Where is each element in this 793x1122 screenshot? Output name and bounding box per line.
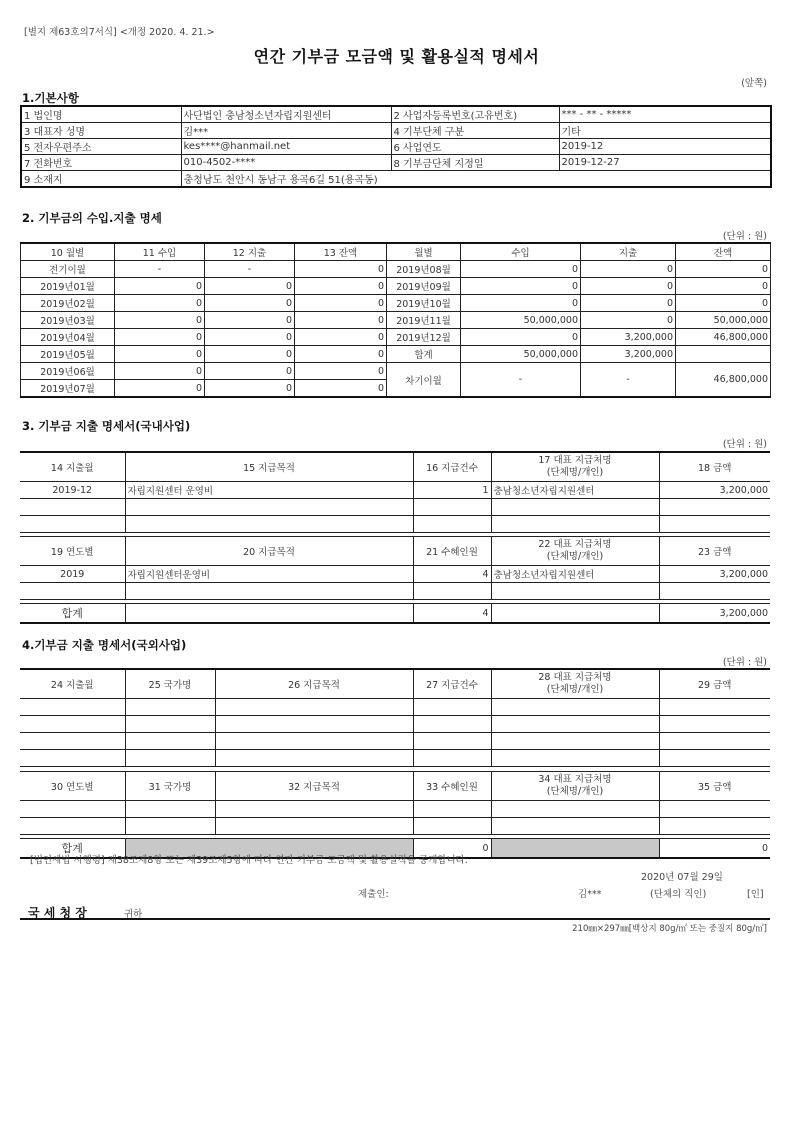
purpose-cell	[125, 499, 413, 516]
empty-cell	[413, 733, 491, 750]
amount-cell	[659, 499, 770, 516]
empty-cell	[491, 699, 659, 716]
empty-cell	[20, 733, 125, 750]
empty-cell	[659, 801, 770, 818]
count-cell: 1	[413, 482, 491, 499]
income-expense-table	[20, 242, 771, 398]
income-cell: 0	[461, 261, 581, 278]
period-cell: 2019-12	[20, 482, 125, 499]
total-amount: 3,200,000	[659, 604, 770, 624]
total-count: 0	[413, 839, 491, 859]
empty-cell	[659, 733, 770, 750]
carry-forward-label: 차기이월	[387, 363, 461, 398]
section3-title: 3. 기부금 지출 명세서(국내사업)	[22, 419, 191, 433]
month-cell: 2019년12월	[387, 329, 461, 346]
recipient-cell: 충남청소년자립지원센터	[491, 566, 659, 583]
balance-cell: 0	[676, 261, 771, 278]
income-cell: 0	[461, 278, 581, 295]
data-row	[20, 733, 770, 750]
representative-label: (단체의 직인)	[650, 889, 707, 900]
footer-divider	[20, 918, 770, 920]
month-cell: 2019년03월	[21, 312, 115, 329]
expense-cell: 0	[581, 278, 676, 295]
empty-cell	[491, 818, 659, 835]
info-label: 5 전자우편주소	[21, 139, 181, 155]
amount-cell	[659, 516, 770, 533]
column-header: 월별	[387, 243, 461, 261]
count-cell	[413, 583, 491, 600]
column-header: 25 국가명	[125, 669, 215, 699]
info-label: 4 기부단체 구분	[391, 123, 559, 139]
carry-forward-expense: -	[581, 363, 676, 398]
empty-cell	[20, 699, 125, 716]
data-row	[20, 699, 770, 716]
purpose-cell	[125, 516, 413, 533]
income-cell: 0	[115, 312, 205, 329]
section4-unit: (단위 : 원)	[722, 657, 767, 668]
month-cell: 2019년08월	[387, 261, 461, 278]
data-row	[20, 716, 770, 733]
total-amount: 0	[659, 839, 770, 859]
month-cell: 전기이월	[21, 261, 115, 278]
info-value: 2019-12	[559, 139, 771, 155]
income-cell: 0	[115, 329, 205, 346]
empty-cell	[413, 818, 491, 835]
period-cell	[20, 583, 125, 600]
info-label: 7 전화번호	[21, 155, 181, 171]
empty-cell	[215, 699, 413, 716]
column-header: 수입	[461, 243, 581, 261]
empty-cell	[491, 750, 659, 767]
purpose-cell: 자립지원센터운영비	[125, 566, 413, 583]
empty-cell	[215, 716, 413, 733]
balance-cell: 0	[676, 278, 771, 295]
empty-cell	[20, 750, 125, 767]
section2-title: 2. 기부금의 수입.지출 명세	[22, 211, 162, 225]
balance-cell: 50,000,000	[676, 312, 771, 329]
carry-forward-balance: 46,800,000	[676, 363, 771, 398]
month-cell: 2019년07월	[21, 380, 115, 398]
amount-cell: 3,200,000	[659, 566, 770, 583]
info-value: kes****@hanmail.net	[181, 139, 391, 155]
count-cell	[413, 499, 491, 516]
empty-cell	[659, 818, 770, 835]
header-line: 28 대표 지급처명	[538, 672, 612, 683]
column-header	[491, 537, 659, 566]
expense-cell: 0	[205, 312, 295, 329]
column-header: 13 잔액	[295, 243, 387, 261]
column-header: 18 금액	[659, 452, 770, 482]
expense-cell: 0	[581, 261, 676, 278]
empty-cell	[20, 801, 125, 818]
total-recipient	[491, 604, 659, 624]
expense-cell: 3,200,000	[581, 346, 676, 363]
basic-info-table	[20, 105, 772, 188]
info-value: 2019-12-27	[559, 155, 771, 171]
balance-cell: 46,800,000	[676, 329, 771, 346]
empty-cell	[20, 818, 125, 835]
header-line: (단체명/개인)	[546, 786, 604, 797]
period-cell	[20, 516, 125, 533]
empty-cell	[491, 716, 659, 733]
expense-cell: 0	[581, 295, 676, 312]
total-shaded	[491, 839, 659, 859]
recipient-cell	[491, 516, 659, 533]
section2-unit: (단위 : 원)	[722, 231, 767, 242]
section1-title: 1.기본사항	[22, 91, 79, 105]
purpose-cell	[125, 583, 413, 600]
column-header: 23 금액	[659, 537, 770, 566]
month-cell: 2019년09월	[387, 278, 461, 295]
column-header: 16 지급건수	[413, 452, 491, 482]
month-cell: 2019년06월	[21, 363, 115, 380]
recipient: 국 세 청 장	[28, 906, 87, 920]
month-row	[21, 346, 771, 363]
header-row	[20, 537, 770, 566]
balance-cell: 0	[295, 363, 387, 380]
column-header: 33 수혜인원	[413, 772, 491, 801]
income-cell: 0	[115, 363, 205, 380]
column-header: 15 지급목적	[125, 452, 413, 482]
data-row	[20, 801, 770, 818]
recipient-cell	[491, 499, 659, 516]
total-purpose	[125, 604, 413, 624]
total-label: 합계	[20, 839, 125, 859]
income-cell: 0	[461, 295, 581, 312]
column-header: 지출	[581, 243, 676, 261]
recipient-cell: 충남청소년자립지원센터	[491, 482, 659, 499]
info-row	[21, 155, 771, 171]
income-cell: 0	[461, 329, 581, 346]
empty-cell	[659, 716, 770, 733]
info-row	[21, 123, 771, 139]
balance-cell: 0	[676, 295, 771, 312]
form-reference: [별지 제63호의7서식] <개정 2020. 4. 21.>	[24, 27, 215, 38]
submitter-name: 김***	[578, 889, 602, 900]
info-label: 6 사업연도	[391, 139, 559, 155]
amount-cell: 3,200,000	[659, 482, 770, 499]
amount-cell	[659, 583, 770, 600]
header-line: 34 대표 지급처명	[538, 774, 612, 785]
balance-cell: 0	[295, 329, 387, 346]
month-cell: 2019년02월	[21, 295, 115, 312]
legal-notice: [법인세법 시행령] 제38조제8항 또는 제39조제5항에 따라 연간 기부금 모금액 및 활용실적을 공개합니다.	[30, 855, 468, 866]
domestic-expense-table	[20, 451, 770, 624]
info-row	[21, 139, 771, 155]
balance-cell: 0	[295, 312, 387, 329]
info-value: 기타	[559, 123, 771, 139]
balance-cell: 0	[295, 278, 387, 295]
month-cell: 2019년11월	[387, 312, 461, 329]
column-header: 19 연도별	[20, 537, 125, 566]
column-header: 14 지출월	[20, 452, 125, 482]
empty-cell	[491, 733, 659, 750]
header-row	[20, 669, 770, 699]
balance-cell: 0	[295, 261, 387, 278]
data-row	[20, 750, 770, 767]
empty-cell	[125, 801, 215, 818]
income-cell: 0	[115, 278, 205, 295]
count-cell: 4	[413, 566, 491, 583]
info-row	[21, 171, 771, 188]
total-label: 합계	[20, 604, 125, 624]
column-header: 31 국가명	[125, 772, 215, 801]
month-cell: 2019년01월	[21, 278, 115, 295]
empty-cell	[491, 801, 659, 818]
info-value: 김***	[181, 123, 391, 139]
column-header	[491, 452, 659, 482]
info-row	[21, 106, 771, 123]
month-row	[21, 312, 771, 329]
purpose-cell: 자립지원센터 운영비	[125, 482, 413, 499]
column-header: 10 월별	[21, 243, 115, 261]
info-label: 9 소재지	[21, 171, 181, 188]
data-row	[20, 499, 770, 516]
column-header: 20 지급목적	[125, 537, 413, 566]
empty-cell	[125, 733, 215, 750]
balance-cell: 0	[295, 295, 387, 312]
column-header: 26 지급목적	[215, 669, 413, 699]
header-row	[20, 452, 770, 482]
income-cell: 50,000,000	[461, 312, 581, 329]
column-header: 12 지출	[205, 243, 295, 261]
period-cell: 2019	[20, 566, 125, 583]
seal-mark: [인]	[747, 889, 764, 900]
expense-cell: -	[205, 261, 295, 278]
empty-cell	[215, 750, 413, 767]
month-cell: 2019년05월	[21, 346, 115, 363]
info-label: 2 사업자등록번호(고유번호)	[391, 106, 559, 123]
month-row	[21, 278, 771, 295]
info-value: 충청남도 천안시 동남구 용곡6길 51(용곡동)	[181, 171, 771, 188]
column-header: 32 지급목적	[215, 772, 413, 801]
empty-cell	[20, 716, 125, 733]
income-cell: -	[115, 261, 205, 278]
column-header: 11 수입	[115, 243, 205, 261]
empty-cell	[413, 750, 491, 767]
empty-cell	[125, 750, 215, 767]
header-line: (단체명/개인)	[546, 467, 604, 478]
submitter-label: 제출인:	[358, 889, 389, 900]
expense-cell: 0	[205, 329, 295, 346]
column-header: 24 지출월	[20, 669, 125, 699]
period-cell	[20, 499, 125, 516]
empty-cell	[215, 733, 413, 750]
income-cell: 0	[115, 380, 205, 398]
empty-cell	[659, 699, 770, 716]
expense-cell: 3,200,000	[581, 329, 676, 346]
info-label: 3 대표자 성명	[21, 123, 181, 139]
column-header: 잔액	[676, 243, 771, 261]
data-row	[20, 482, 770, 499]
empty-cell	[215, 801, 413, 818]
carry-forward-income: -	[461, 363, 581, 398]
recipient-cell	[491, 583, 659, 600]
income-cell: 0	[115, 295, 205, 312]
header-line: (단체명/개인)	[546, 551, 604, 562]
empty-cell	[413, 716, 491, 733]
empty-cell	[125, 699, 215, 716]
info-label: 1 법인명	[21, 106, 181, 123]
column-header: 30 연도별	[20, 772, 125, 801]
column-header: 21 수혜인원	[413, 537, 491, 566]
info-label: 8 기부금단체 지정일	[391, 155, 559, 171]
info-value: 010-4502-****	[181, 155, 391, 171]
column-header	[491, 669, 659, 699]
document-title: 연간 기부금 모금액 및 활용실적 명세서	[253, 47, 540, 66]
income-cell: 50,000,000	[461, 346, 581, 363]
data-row	[20, 516, 770, 533]
month-row	[21, 261, 771, 278]
column-header	[491, 772, 659, 801]
expense-cell: 0	[205, 346, 295, 363]
data-row	[20, 818, 770, 835]
column-header: 27 지급건수	[413, 669, 491, 699]
submission-date: 2020년 07월 29일	[641, 872, 723, 883]
empty-cell	[413, 699, 491, 716]
balance-cell: 0	[295, 346, 387, 363]
expense-cell: 0	[581, 312, 676, 329]
income-cell: 0	[115, 346, 205, 363]
paper-spec: 210㎜×297㎜[백상지 80g/㎡ 또는 중질지 80g/㎡]	[572, 924, 767, 934]
empty-cell	[215, 818, 413, 835]
expense-cell: 0	[205, 295, 295, 312]
column-header: 29 금액	[659, 669, 770, 699]
header-row	[21, 243, 771, 261]
balance-cell: 0	[295, 380, 387, 398]
empty-cell	[125, 716, 215, 733]
page-side: (앞쪽)	[741, 78, 767, 89]
empty-cell	[659, 750, 770, 767]
month-row	[21, 295, 771, 312]
total-count: 4	[413, 604, 491, 624]
data-row	[20, 583, 770, 600]
honorific: 귀하	[124, 909, 143, 920]
info-value: *** - ** - *****	[559, 106, 771, 123]
overseas-expense-table	[20, 668, 770, 859]
count-cell	[413, 516, 491, 533]
month-row	[21, 363, 771, 380]
month-row	[21, 329, 771, 346]
expense-cell: 0	[205, 278, 295, 295]
month-cell: 2019년10월	[387, 295, 461, 312]
expense-cell: 0	[205, 380, 295, 398]
expense-cell: 0	[205, 363, 295, 380]
section4-title: 4.기부금 지출 명세서(국외사업)	[22, 638, 187, 652]
month-cell: 2019년04월	[21, 329, 115, 346]
header-line: 17 대표 지급처명	[538, 455, 612, 466]
column-header: 35 금액	[659, 772, 770, 801]
balance-cell	[676, 346, 771, 363]
month-cell: 합계	[387, 346, 461, 363]
total-row	[20, 604, 770, 624]
header-line: 22 대표 지급처명	[538, 539, 612, 550]
header-line: (단체명/개인)	[546, 684, 604, 695]
section3-unit: (단위 : 원)	[722, 439, 767, 450]
data-row	[20, 566, 770, 583]
empty-cell	[413, 801, 491, 818]
header-row	[20, 772, 770, 801]
info-value: 사단법인 충남청소년자립지원센터	[181, 106, 391, 123]
empty-cell	[125, 818, 215, 835]
